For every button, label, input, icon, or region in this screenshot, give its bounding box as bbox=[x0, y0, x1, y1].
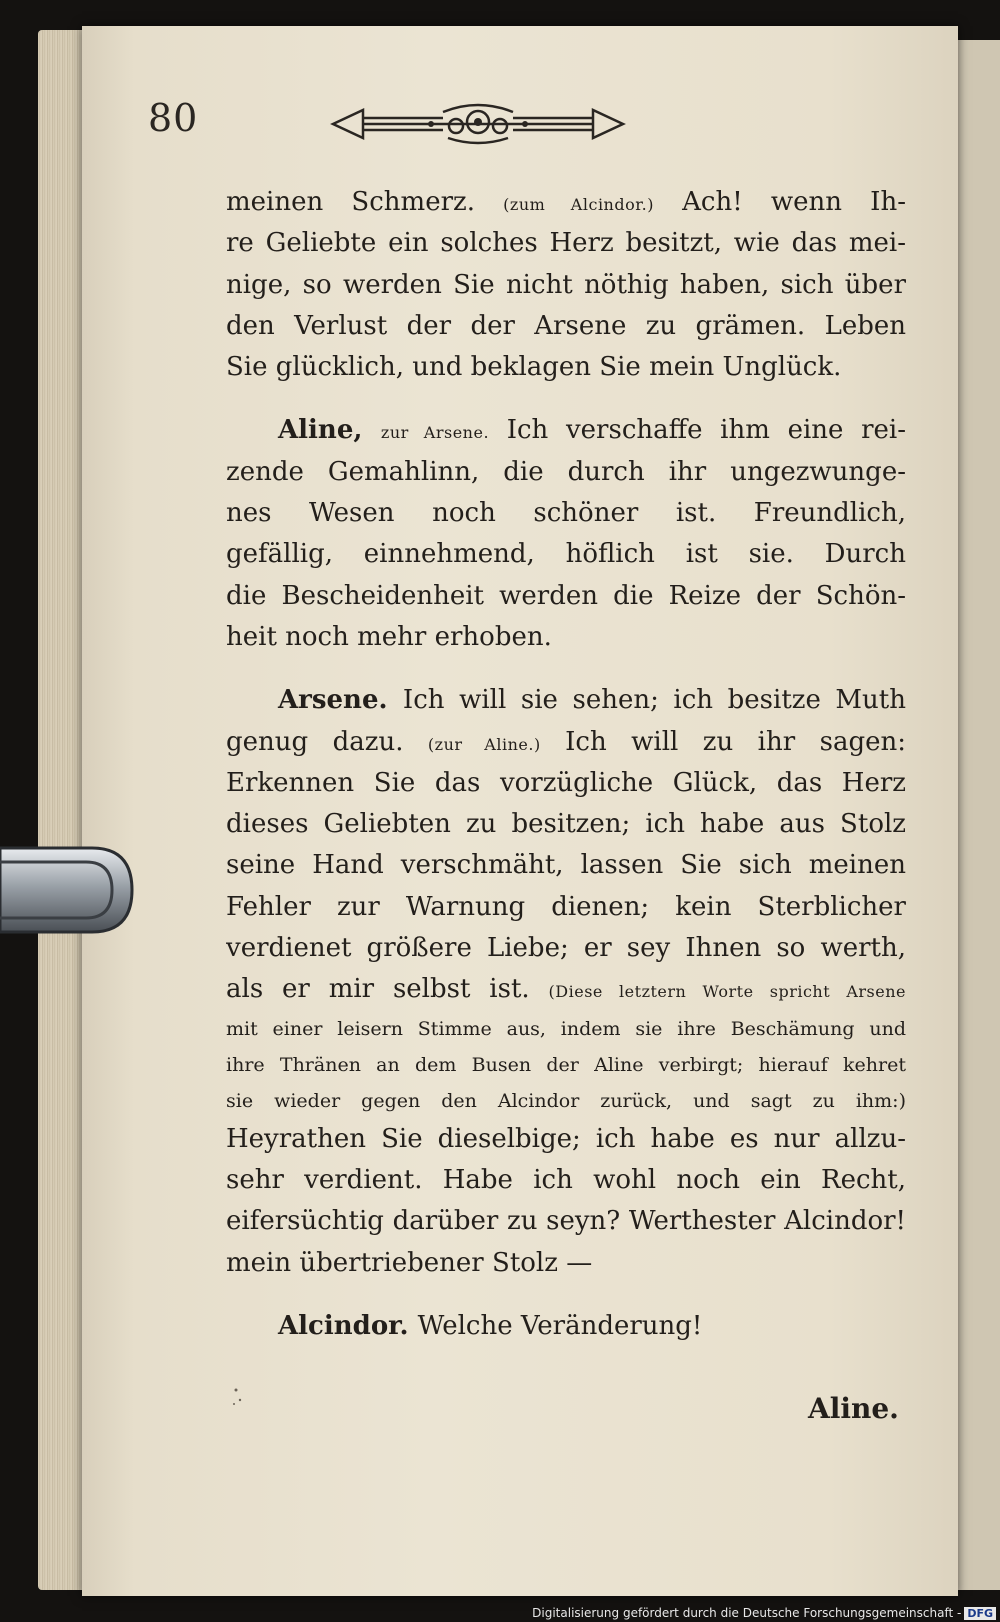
line-text: seine Hand verschmäht, lassen Sie sich meinen bbox=[226, 850, 906, 881]
line-text: eifersüchtig darüber zu seyn? Werthester Alcindor! bbox=[226, 1206, 906, 1237]
line-text: ihre Thränen an dem Busen der Aline verbirgt; hierauf kehret bbox=[226, 1053, 906, 1076]
line-text: Fehler zur Warnung dienen; kein Sterblicher bbox=[226, 891, 906, 922]
line-text: genug dazu. bbox=[226, 726, 428, 757]
line-text: Ich verschaffe ihm eine rei- bbox=[489, 415, 906, 446]
dfg-logo: DFG bbox=[964, 1607, 996, 1620]
line-text: mit einer leisern Stimme aus, indem sie ihre Beschämung und bbox=[226, 1017, 906, 1040]
text-line bbox=[226, 223, 906, 264]
text-line bbox=[226, 1160, 906, 1201]
line-text: Ich will sie sehen; ich besitze Muth bbox=[402, 685, 906, 716]
page-body-text bbox=[226, 182, 906, 1347]
text-line bbox=[226, 680, 906, 721]
line-text: gefällig, einnehmend, höflich ist sie. Durch bbox=[226, 539, 906, 570]
speaker-name: Alcindor. bbox=[278, 1310, 418, 1341]
paragraph-gap bbox=[226, 1284, 906, 1306]
text-line bbox=[226, 845, 906, 886]
text-line bbox=[226, 1083, 906, 1119]
text-line bbox=[226, 534, 906, 575]
line-text: nige, so werden Sie nicht nöthig haben, sich über bbox=[226, 269, 906, 300]
text-line bbox=[226, 265, 906, 306]
stage-direction: (Diese letztern Worte spricht Arsene bbox=[548, 982, 906, 1002]
catchword: Aline. bbox=[808, 1392, 899, 1425]
line-text: als er mir selbst ist. bbox=[226, 974, 549, 1005]
stage-direction: zur Arsene. bbox=[380, 423, 490, 443]
page-number: 80 bbox=[148, 96, 199, 140]
text-line bbox=[226, 617, 906, 658]
text-line bbox=[226, 347, 906, 388]
text-line bbox=[226, 1306, 906, 1347]
line-text: mein übertriebener Stolz — bbox=[226, 1247, 593, 1278]
text-line bbox=[226, 493, 906, 534]
text-line bbox=[226, 804, 906, 845]
line-text: Sie glücklich, und beklagen Sie mein Unglück. bbox=[226, 352, 842, 383]
line-text: sie wieder gegen den Alcindor zurück, und sagt zu ihm:) bbox=[226, 1089, 906, 1112]
text-line bbox=[226, 928, 906, 969]
line-text: Ach! wenn Ih- bbox=[653, 187, 906, 217]
stage-direction: (zur Aline.) bbox=[427, 734, 541, 754]
speaker-name: Arsene. bbox=[278, 685, 403, 716]
line-text: nes Wesen noch schöner ist. Freundlich, bbox=[226, 498, 906, 529]
text-line bbox=[226, 887, 906, 928]
line-text: sehr verdient. Habe ich wohl noch ein Recht, bbox=[226, 1164, 906, 1195]
text-line bbox=[226, 1047, 906, 1083]
page-edges bbox=[38, 30, 86, 1590]
page-header bbox=[148, 96, 728, 156]
text-line bbox=[226, 763, 906, 804]
text-line bbox=[226, 452, 906, 493]
line-text: heit noch mehr erhoben. bbox=[226, 621, 552, 652]
text-line bbox=[226, 306, 906, 347]
text-line bbox=[226, 410, 906, 451]
paragraph-gap bbox=[226, 658, 906, 680]
line-text: Welche Veränderung! bbox=[417, 1310, 703, 1341]
line-text: die Bescheidenheit werden die Reize der Schön- bbox=[226, 580, 906, 611]
page-clip bbox=[0, 840, 140, 940]
line-text: Erkennen Sie das vorzügliche Glück, das Herz bbox=[226, 767, 906, 798]
line-text: meinen Schmerz. bbox=[226, 187, 504, 217]
text-line bbox=[226, 576, 906, 617]
text-line bbox=[226, 182, 906, 223]
text-line bbox=[226, 1119, 906, 1160]
line-text: zende Gemahlinn, die durch ihr ungezwunge- bbox=[226, 456, 906, 487]
line-text: verdienet größere Liebe; er sey Ihnen so werth, bbox=[226, 933, 906, 964]
facing-page-edge bbox=[958, 40, 1000, 1590]
text-line bbox=[226, 722, 906, 763]
text-line bbox=[226, 969, 906, 1010]
speaker-name: Aline, bbox=[278, 415, 381, 446]
line-text: den Verlust der der Arsene zu grämen. Leben bbox=[226, 310, 906, 341]
line-text: dieses Geliebten zu besitzen; ich habe aus Stolz bbox=[226, 809, 906, 840]
ink-specks bbox=[230, 1382, 260, 1412]
ornament-icon bbox=[323, 100, 633, 148]
line-text: Heyrathen Sie dieselbige; ich habe es nur allzu- bbox=[226, 1123, 906, 1154]
text-line bbox=[226, 1201, 906, 1242]
line-text: re Geliebte ein solches Herz besitzt, wie das mei- bbox=[226, 228, 906, 259]
paragraph-gap bbox=[226, 388, 906, 410]
line-text: Ich will zu ihr sagen: bbox=[540, 726, 906, 757]
text-line bbox=[226, 1011, 906, 1047]
stage-direction: (zum Alcindor.) bbox=[503, 195, 654, 214]
digitization-credit: Digitalisierung gefördert durch die Deutsche Forschungsgemeinschaft - DFG bbox=[532, 1606, 996, 1620]
text-line bbox=[226, 1243, 906, 1284]
